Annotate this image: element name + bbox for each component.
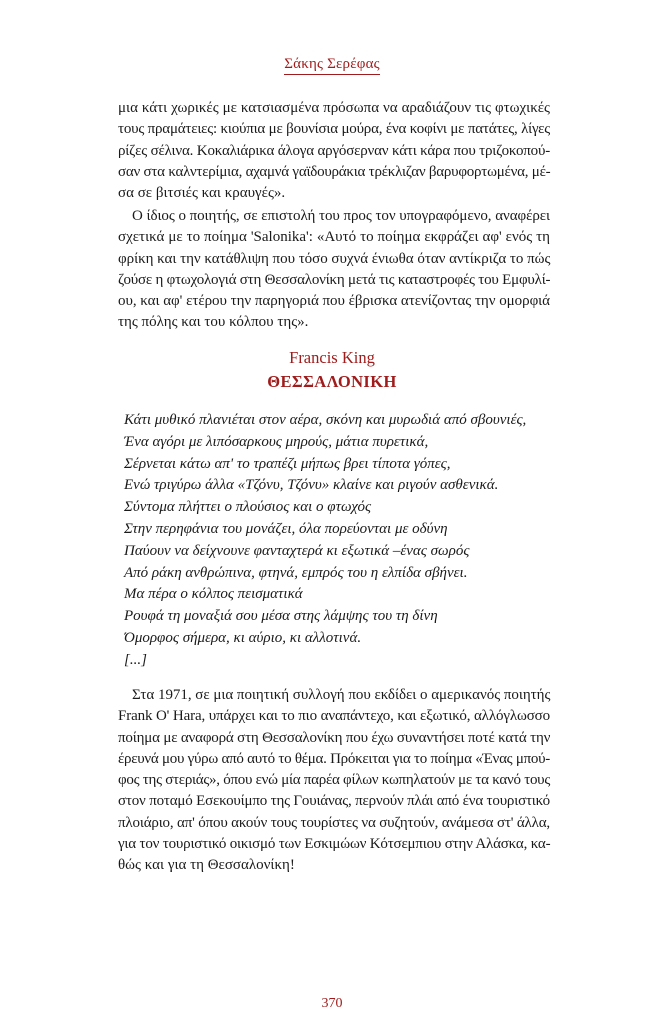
text-line: σα σε βιτσιές και κραυγές». — [118, 185, 286, 202]
poem-verse: Στην περηφάνια του μονάζει, όλα πορεύονται με οδύνη — [124, 520, 448, 537]
paragraph-continuation — [118, 98, 550, 204]
text-line: Στα 1971, σε μια ποιητική συλλογή που εκδίδει ο αμερικανός ποιητής — [132, 687, 551, 703]
text-line: θώς και για τη Θεσσαλονίκη! — [118, 857, 295, 874]
text-line: σχετικά με το ποίημα 'Salonika': «Αυτό το ποίημα εκφράζει αφ' ενός τη — [118, 229, 550, 246]
page-number: 370 — [321, 996, 343, 1011]
text-line: ποίημα με αναφορά στη Θεσσαλονίκη που έχω συναντήσει ποτέ κατά την — [118, 729, 551, 746]
poem-verse: Κάτι μυθικό πλανιέται στον αέρα, σκόνη και μυρωδιά από σβουνιές, — [124, 412, 527, 428]
poem-verse: Ενώ τριγύρω άλλα «Τζόνυ, Τζόνυ» κλαίνε και ριγούν ασθενικά. — [124, 477, 499, 494]
text-line: ου, και αφ' ετέρου την παρηγοριά που έβρισκα ατενίζοντας την ομορφιά — [118, 293, 550, 310]
paragraph-poet-letter — [118, 206, 550, 334]
text-line: τους πραμάτειες: κιούπια με βουνίσια μούρα, ένα κοφίνι με πατάτες, λίγες — [118, 121, 550, 138]
text-line: φρίκη και την κατάθλιψη που τόσο συχνά ένιωθα όταν αντίκριζα το πώς — [118, 250, 551, 267]
text-line: ρίζες σέλινα. Κοκαλιάρικα άλογα αργόσερναν κάτι κάρα που τριζοκοπού- — [118, 142, 550, 159]
poem-verse: Μα πέρα ο κόλπος πεισματικά — [124, 586, 303, 603]
poem-author: Francis King — [289, 348, 375, 367]
poem-body — [124, 410, 564, 672]
text-line: στον ποταμό Εσεκουίμπο της Γουιάνας, περνούν πλάι από ένα τουριστικό — [118, 793, 550, 810]
poem-verse: Σέρνεται κάτω απ' το τραπέζι μήπως βρει τίποτα γόπες, — [124, 455, 451, 472]
text-line: φος της στεριάς», όπου ενώ μία παρέα φίλων κωπηλατούν με τα κανό τους — [118, 772, 550, 789]
running-head — [0, 56, 664, 75]
poem-verse: Ένα αγόρι με λιπόσαρκους μηρούς, μάτια πυρετικά, — [124, 433, 429, 450]
text-line: σαν στα καλντερίμια, αχαμνά γαϊδουράκια τρέκλιζαν βαρυφορτωμένα, μέ- — [118, 163, 551, 180]
text-line: Frank O' Hara, υπάρχει και το πιο αναπάντεχο, και εξωτικό, αλλόγλωσσο — [118, 708, 550, 725]
poem-verse: Παύουν να δείχνουνε φανταχτερά κι εξωτικά –ένας σωρός — [124, 542, 470, 559]
paragraph-frank-ohara — [118, 685, 550, 877]
text-line: Ο ίδιος ο ποιητής, σε επιστολή του προς τον υπογραφόμενο, αναφέρει — [132, 208, 550, 224]
poem-verse: Σύντομα πλήττει ο πλούσιος και ο φτωχός — [124, 499, 372, 516]
text-line: ζούσε η φτωχολογιά στη Θεσσαλονίκη μετά τις καταστροφές του Εμφυλί- — [118, 271, 551, 288]
poem-verse: Ρουφά τη μοναξιά σου μέσα στης λάμψης του τη δίνη — [124, 608, 438, 625]
text-line: της πόλης και του κόλπου της». — [118, 314, 309, 331]
poem-verse: Από ράκη ανθρώπινα, φτηνά, εμπρός του η ελπίδα σβήνει. — [124, 564, 468, 581]
text-line: πλοιάριο, απ' όπου ακούν τους τουρίστες να συζητούν, ανάμεσα στ' άλλα, — [118, 814, 550, 831]
text-line: μια κάτι χωρικές με κατσιασμένα πρόσωπα να αραδιάζουν τις φτωχικές — [118, 100, 550, 116]
text-line: για τον τουριστικό οικισμό των Εσκιμώων Κότσεμπιου στην Αλάσκα, κα- — [118, 836, 551, 853]
poem-verse: Όμορφος σήμερα, κι αύριο, κι αλλοτινά. — [124, 629, 362, 646]
poem-ellipsis: [...] — [124, 651, 147, 668]
poem-title: ΘΕΣΣΑΛΟΝΙΚΗ — [267, 372, 397, 391]
text-line: έρευνά μου γύρω από αυτό το θέμα. Πρόκειται για το ποίημα «Ένας μπού- — [118, 750, 550, 767]
running-head-title: Σάκης Σερέφας — [284, 56, 380, 75]
